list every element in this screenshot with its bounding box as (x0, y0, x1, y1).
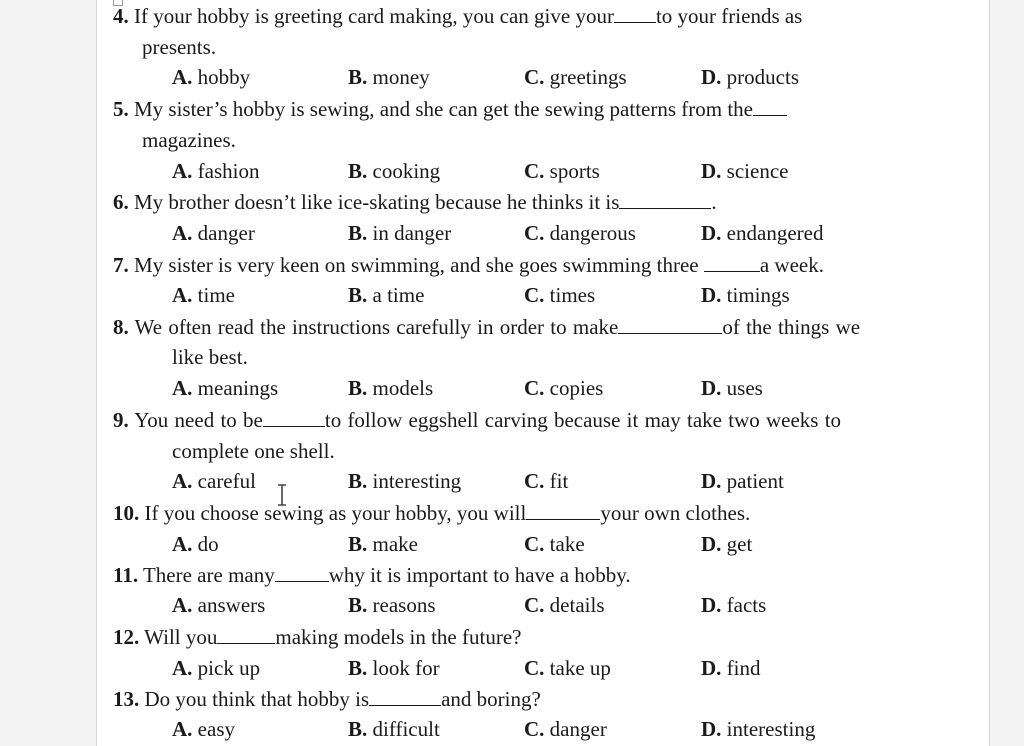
option-d[interactable]: D. find (701, 656, 761, 680)
question-9-line (113, 408, 841, 432)
answer-blank[interactable] (704, 253, 760, 272)
question-text-after: . (711, 190, 717, 214)
option-a[interactable]: A. careful (172, 469, 256, 493)
option-a[interactable]: A. do (172, 532, 219, 556)
question-text-after: to your friends as (655, 4, 803, 28)
option-d[interactable]: D. science (701, 159, 789, 183)
answer-blank[interactable] (618, 315, 722, 334)
question-number: 4. (113, 4, 129, 28)
question-text: If your hobby is greeting card making, you can give your (134, 4, 614, 28)
question-text-after: of the things we (722, 315, 861, 339)
question-12-line (113, 625, 521, 649)
question-13-line (113, 687, 541, 711)
option-b[interactable]: B. difficult (348, 717, 440, 741)
option-a[interactable]: A. pick up (172, 656, 261, 680)
question-number: 8. (113, 315, 129, 339)
option-b[interactable]: B. reasons (348, 593, 436, 617)
question-text: Will you (144, 625, 218, 649)
option-c[interactable]: C. take (524, 532, 585, 556)
answer-blank[interactable] (217, 625, 275, 644)
answer-blank[interactable] (619, 190, 711, 209)
option-d[interactable]: D. uses (701, 376, 763, 400)
question-text: Do you think that hobby is (144, 687, 370, 711)
question-number: 6. (113, 190, 129, 214)
option-a[interactable]: A. danger (172, 221, 255, 245)
question-number: 9. (113, 408, 129, 432)
option-c[interactable]: C. take up (524, 656, 611, 680)
option-c[interactable]: C. details (524, 593, 605, 617)
option-d[interactable]: D. get (701, 532, 753, 556)
option-b[interactable]: B. interesting (348, 469, 462, 493)
option-b[interactable]: B. a time (348, 283, 425, 307)
question-text: My sister’s hobby is sewing, and she can get the sewing patterns from the (134, 97, 753, 121)
question-text: My brother doesn’t like ice-skating because he thinks it is (134, 190, 620, 214)
answer-blank[interactable] (369, 687, 441, 706)
answer-blank[interactable] (263, 408, 325, 427)
option-c[interactable]: C. danger (524, 717, 607, 741)
question-9-continuation: complete one shell. (172, 439, 335, 463)
option-d[interactable]: D. endangered (701, 221, 824, 245)
option-b[interactable]: B. make (348, 532, 418, 556)
question-text-after: why it is important to have a hobby. (328, 563, 631, 587)
option-b[interactable]: B. look for (348, 656, 440, 680)
option-d[interactable]: D. facts (701, 593, 767, 617)
option-b[interactable]: B. in danger (348, 221, 452, 245)
option-b[interactable]: B. models (348, 376, 434, 400)
option-a[interactable]: A. answers (172, 593, 266, 617)
option-d[interactable]: D. timings (701, 283, 790, 307)
question-text-after: making models in the future? (275, 625, 522, 649)
answer-blank[interactable] (753, 97, 787, 116)
answer-blank[interactable] (275, 563, 329, 582)
question-number: 13. (113, 687, 140, 711)
option-a[interactable]: A. fashion (172, 159, 260, 183)
answer-blank[interactable] (526, 501, 600, 520)
question-text-after: a week. (759, 253, 824, 277)
question-5-line (113, 97, 787, 121)
question-7-line (113, 253, 824, 277)
question-10-line (113, 501, 750, 525)
question-text-after: your own clothes. (600, 501, 751, 525)
answer-blank[interactable] (614, 4, 656, 23)
question-text: You need to be (134, 408, 263, 432)
option-d[interactable]: D. products (701, 65, 799, 89)
question-8-continuation: like best. (172, 345, 248, 369)
option-a[interactable]: A. time (172, 283, 235, 307)
question-text: We often read the instructions carefully in order to make (134, 315, 619, 339)
question-text-after: to follow eggshell carving because it may take two weeks to (324, 408, 842, 432)
option-a[interactable]: A. meanings (172, 376, 279, 400)
question-6-line (113, 190, 717, 214)
question-text: There are many (142, 563, 275, 587)
question-number: 5. (113, 97, 129, 121)
question-text: My sister is very keen on swimming, and she goes swimming three (134, 253, 699, 277)
option-a[interactable]: A. easy (172, 717, 235, 741)
option-d[interactable]: D. interesting (701, 717, 816, 741)
question-text-after: and boring? (441, 687, 541, 711)
question-number: 10. (113, 501, 140, 525)
question-11-line (113, 563, 631, 587)
option-a[interactable]: A. hobby (172, 65, 251, 89)
question-4-line (113, 4, 802, 28)
text-cursor-icon (276, 484, 288, 506)
question-number: 11. (113, 563, 139, 587)
question-5-continuation: magazines. (142, 128, 236, 152)
option-b[interactable]: B. money (348, 65, 430, 89)
option-d[interactable]: D. patient (701, 469, 784, 493)
option-c[interactable]: C. fit (524, 469, 569, 493)
question-text: If you choose sewing as your hobby, you will (144, 501, 527, 525)
question-8-line (113, 315, 860, 339)
option-c[interactable]: C. copies (524, 376, 604, 400)
option-c[interactable]: C. times (524, 283, 596, 307)
question-number: 7. (113, 253, 129, 277)
option-b[interactable]: B. cooking (348, 159, 441, 183)
question-number: 12. (113, 625, 140, 649)
option-c[interactable]: C. dangerous (524, 221, 636, 245)
question-4-continuation: presents. (142, 35, 217, 59)
option-c[interactable]: C. greetings (524, 65, 627, 89)
option-c[interactable]: C. sports (524, 159, 600, 183)
